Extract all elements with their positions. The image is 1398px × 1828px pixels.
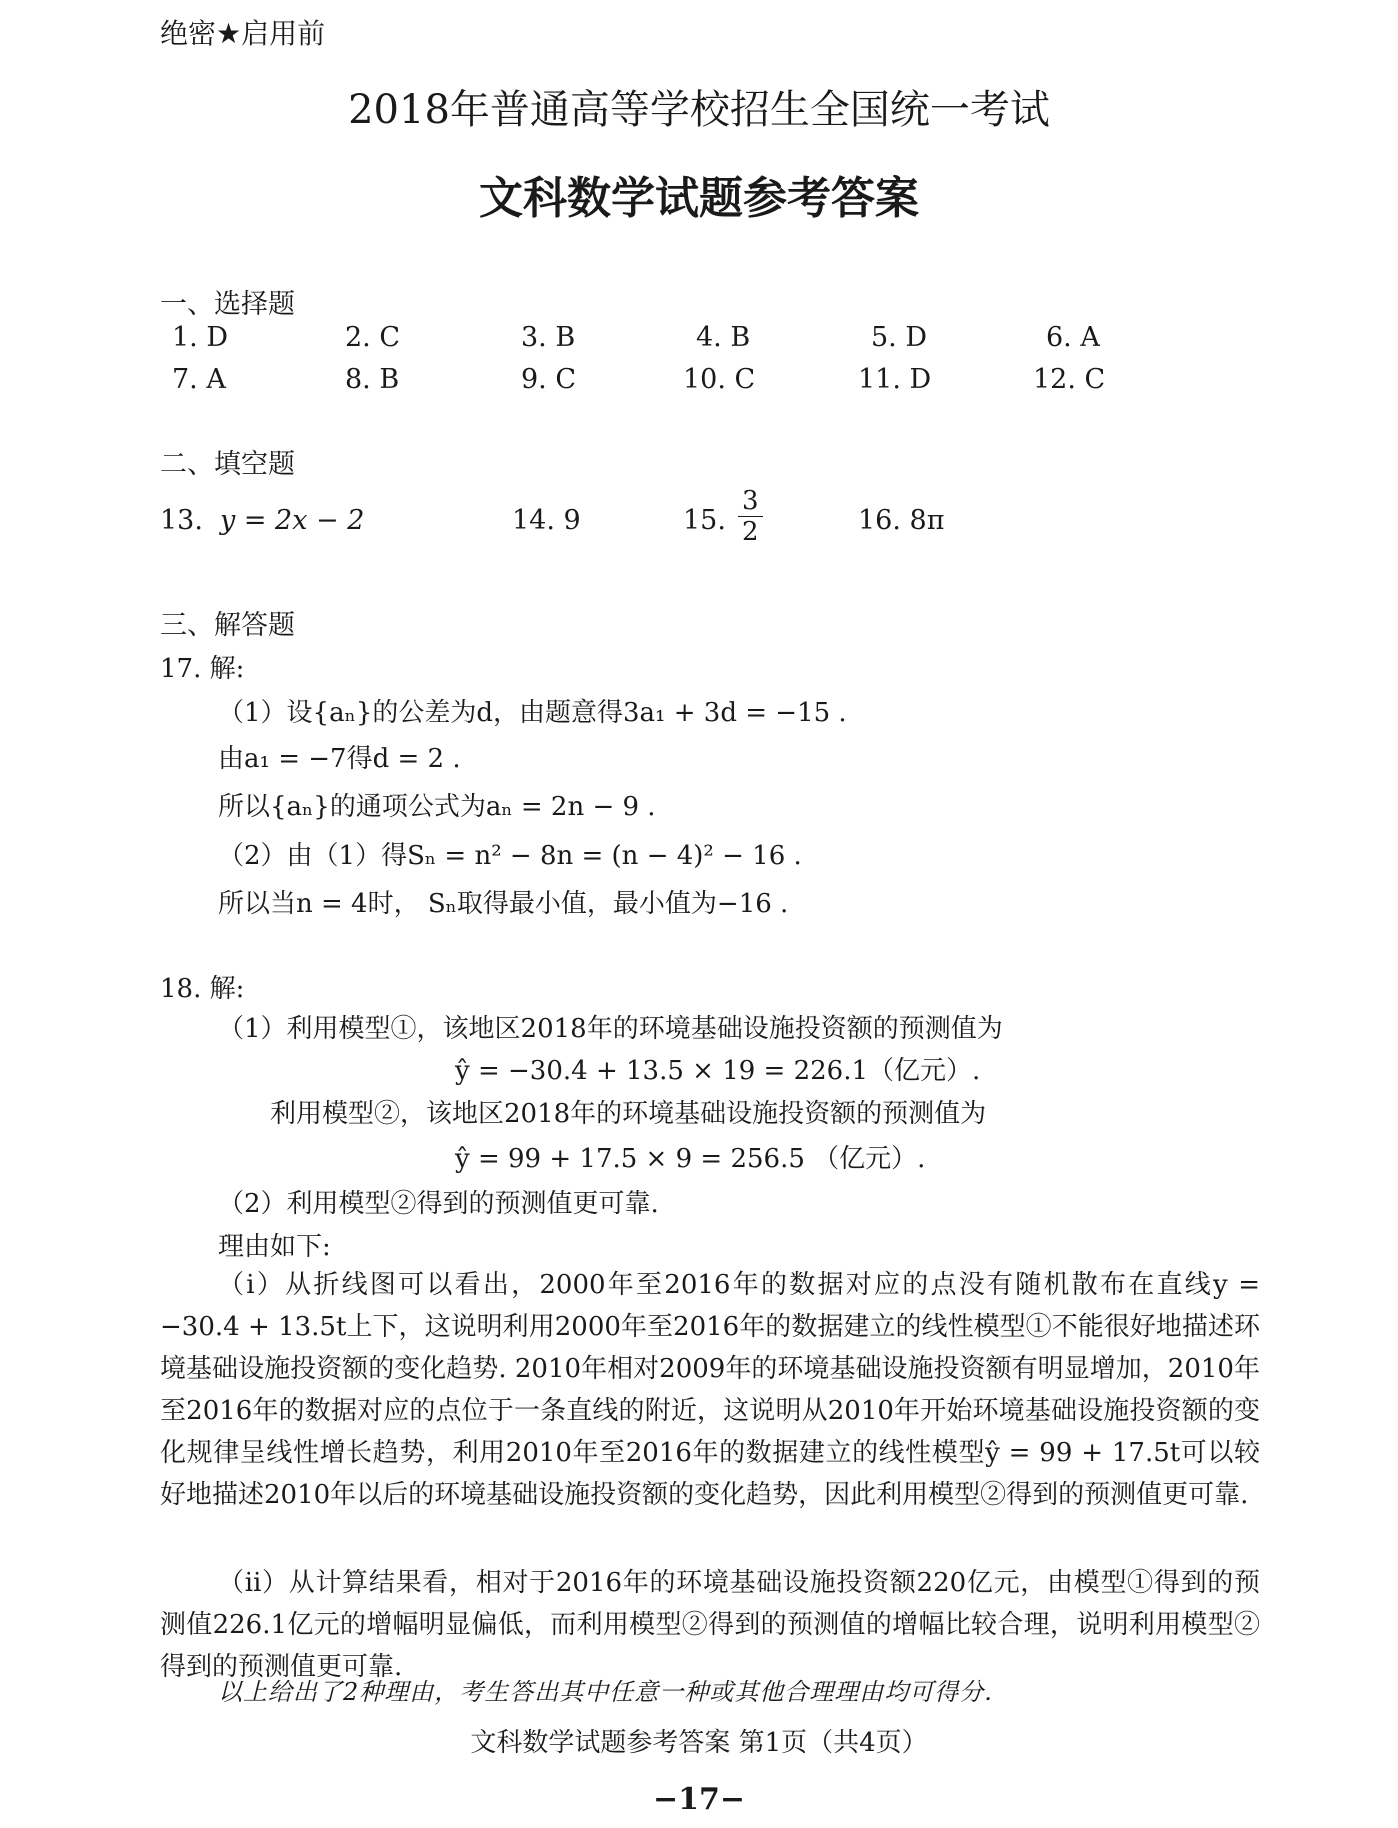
answer-6: 6. A xyxy=(1046,322,1100,353)
answer-14: 14. 9 xyxy=(512,505,581,536)
q18-equation-2: ŷ = 99 + 17.5 × 9 = 256.5 （亿元）. xyxy=(455,1144,926,1174)
confidential-label: 绝密★启用前 xyxy=(160,17,326,50)
answer-16: 16. 8π xyxy=(858,505,945,536)
exam-title: 2018年普通高等学校招生全国统一考试 xyxy=(348,87,1050,133)
q18-label: 18. 解: xyxy=(160,974,245,1004)
q18-line-1: （1）利用模型①，该地区2018年的环境基础设施投资额的预测值为 xyxy=(218,1014,1003,1044)
answer-13-number: 13. xyxy=(160,505,203,536)
q18-line-3: （2）利用模型②得到的预测值更可靠. xyxy=(218,1189,659,1219)
q17-label: 17. 解: xyxy=(160,654,245,684)
section-heading-fill: 二、填空题 xyxy=(160,449,295,480)
answer-9: 9. C xyxy=(521,364,577,395)
section-heading-solution: 三、解答题 xyxy=(160,610,295,641)
q18-line-4: 理由如下: xyxy=(218,1232,331,1262)
answer-13: y = 2x − 2 xyxy=(220,505,365,536)
page-number: −17− xyxy=(652,1782,746,1817)
answer-1: 1. D xyxy=(172,322,228,353)
grading-note: 以上给出了2种理由，考生答出其中任意一种或其他合理理由均可得分. xyxy=(218,1678,993,1706)
answer-10: 10. C xyxy=(683,364,756,395)
q18-line-2: 利用模型②，该地区2018年的环境基础设施投资额的预测值为 xyxy=(270,1099,987,1129)
answer-3: 3. B xyxy=(521,322,576,353)
fraction-numerator: 3 xyxy=(738,486,763,517)
page-footer: 文科数学试题参考答案 第1页（共4页） xyxy=(470,1728,928,1758)
answer-4: 4. B xyxy=(696,322,751,353)
answer-7: 7. A xyxy=(172,364,226,395)
answer-15-number: 15. xyxy=(683,505,726,536)
answer-12: 12. C xyxy=(1033,364,1106,395)
answer-11: 11. D xyxy=(858,364,932,395)
fraction-denominator: 2 xyxy=(742,517,759,547)
q18-reason-ii: （ⅱ）从计算结果看，相对于2016年的环境基础设施投资额220亿元，由模型①得到的预测值226.1亿元的增幅明显偏低，而利用模型②得到的预测值的增幅比较合理，说明利用模型②得到的预测值更可靠. xyxy=(160,1568,1260,1682)
q17-line-3: 所以{aₙ}的通项公式为aₙ = 2n − 9 . xyxy=(218,792,656,822)
document-subtitle: 文科数学试题参考答案 xyxy=(479,173,919,224)
q17-line-2: 由a₁ = −7得d = 2 . xyxy=(218,744,461,774)
q17-line-1: （1）设{aₙ}的公差为d，由题意得3a₁ + 3d = −15 . xyxy=(218,698,847,728)
answer-15-fraction xyxy=(738,486,763,547)
answer-2: 2. C xyxy=(345,322,401,353)
q18-reason-i: （ⅰ）从折线图可以看出，2000年至2016年的数据对应的点没有随机散布在直线y = −30.4 + 13.5t上下，这说明利用2000年至2016年的数据建立的线性模型①不能很好地描述环境基础设施投资额的变化趋势. 2010年相对2009年的环境基础设施投资额有明显增加，2010年至2016年的数据对应的点位于一条直线的附近，这说明从2010年开始环境基础设施投资额的变化规律呈线性增长趋势，利用2010年至2016年的数据建立的线性模型ŷ = 99 + 17.5t可以较好地描述2010年以后的环境基础设施投资额的变化趋势，因此利用模型②得到的预测值更可靠. xyxy=(160,1270,1260,1510)
answer-5: 5. D xyxy=(871,322,927,353)
answer-8: 8. B xyxy=(345,364,400,395)
q17-line-5: 所以当n = 4时， Sₙ取得最小值，最小值为−16 . xyxy=(218,889,789,919)
q17-line-4: （2）由（1）得Sₙ = n² − 8n = (n − 4)² − 16 . xyxy=(218,841,802,871)
section-heading-choice: 一、选择题 xyxy=(160,289,295,320)
q18-equation-1: ŷ = −30.4 + 13.5 × 19 = 226.1（亿元）. xyxy=(455,1056,981,1086)
